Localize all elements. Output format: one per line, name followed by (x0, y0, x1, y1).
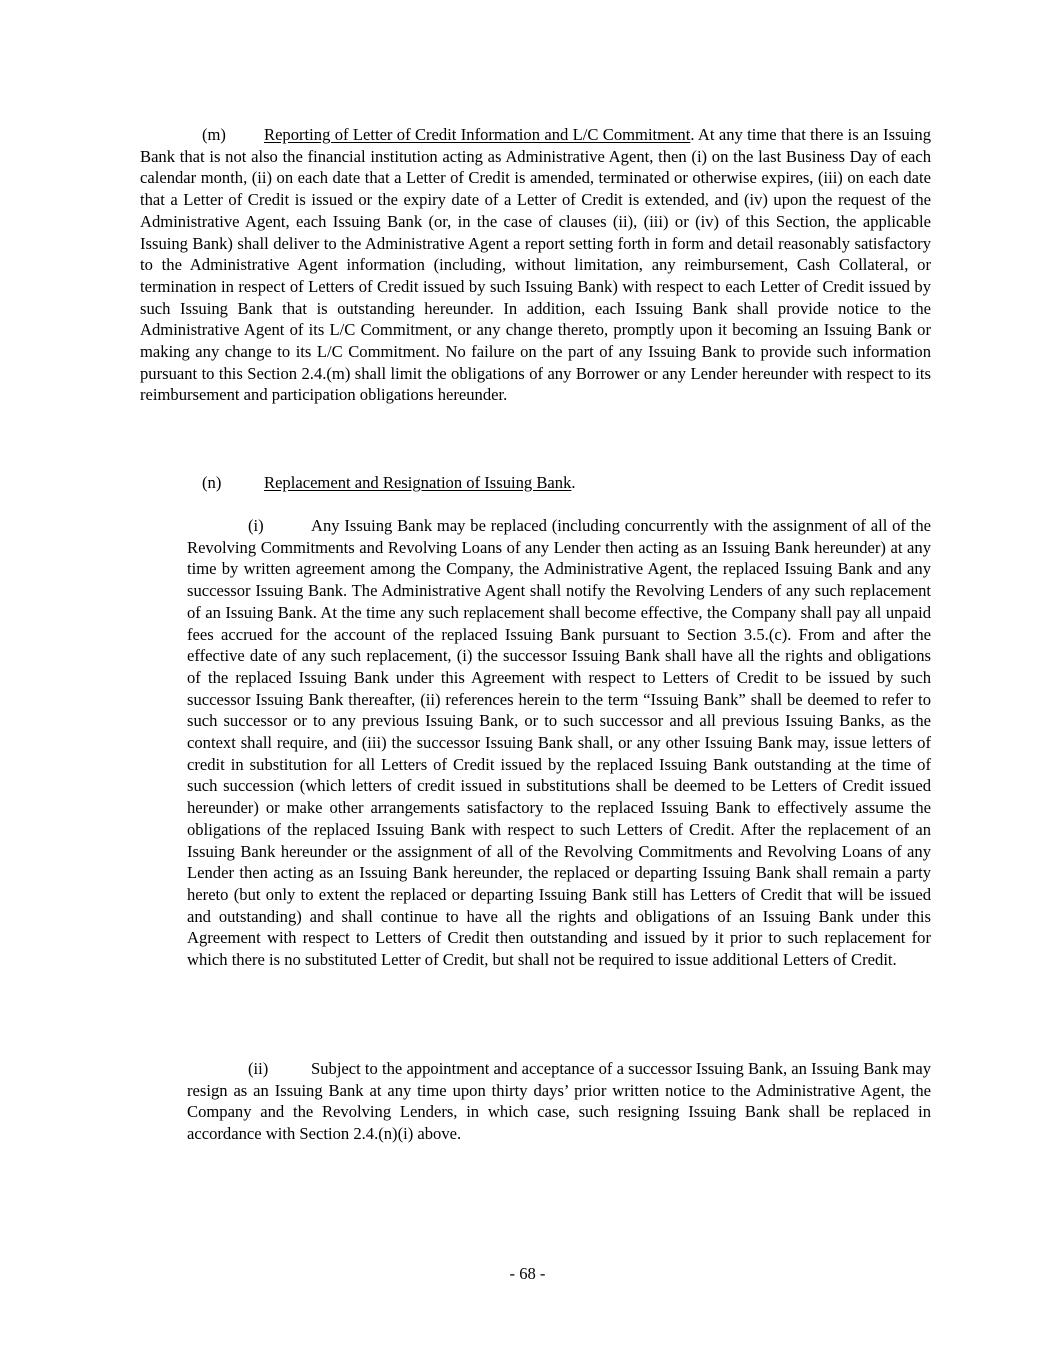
section-n-heading-line (140, 472, 931, 494)
section-m-paragraph (140, 124, 931, 406)
section-m-number: (m) (202, 125, 226, 144)
section-m-body: At any time that there is an Issuing Bank that is not also the financial institution acting as Administrative Agent, then (i) on the last Business Day of each calendar month, (ii) on each date that a Letter of Credit is amended, terminated or otherwise expires, (iii) on each date that a Letter of Credit is issued or the expiry date of a Letter of Credit is extended, and (iv) upon the request of the Administrative Agent, each Issuing Bank (or, in the case of clauses (ii), (iii) or (iv) of this Section, the applicable Issuing Bank) shall deliver to the Administrative Agent a report setting forth in form and detail reasonably satisfactory to the Administrative Agent information (including, without limitation, any reimbursement, Cash Collateral, or termination in respect of Letters of Credit issued by such Issuing Bank) with respect to each Letter of Credit issued by such Issuing Bank that is outstanding hereunder. In addition, each Issuing Bank shall provide notice to the Administrative Agent of its L/C Commitment, or any change thereto, promptly upon it becoming an Issuing Bank or making any change to its L/C Commitment. No failure on the part of any Issuing Bank to provide such information pursuant to this Section 2.4.(m) shall limit the obligations of any Borrower or any Lender hereunder with respect to its reimbursement and participation obligations hereunder. (140, 125, 931, 405)
section-m-heading: Reporting of Letter of Credit Information and L/C Commitment (264, 125, 691, 144)
section-n-heading: Replacement and Resignation of Issuing Bank (264, 473, 572, 492)
section-n-heading-end: . (571, 473, 576, 492)
subsection-ii-body: Subject to the appointment and acceptance of a successor Issuing Bank, an Issuing Bank may resign as an Issuing Bank at any time upon thirty days’ prior written notice to the Administrative Agent, the Company and the Revolving Lenders, in which case, such resigning Issuing Bank shall be replaced in accordance with Section 2.4.(n)(i) above. (187, 1059, 931, 1144)
subsection-i-paragraph (187, 515, 931, 971)
subsection-ii-number: (ii) (248, 1059, 269, 1078)
subsection-i-number: (i) (248, 516, 264, 535)
section-m-heading-end: . (690, 125, 695, 144)
page-number: - 68 - (509, 1264, 546, 1283)
subsection-i-body: Any Issuing Bank may be replaced (including concurrently with the assignment of all of the Revolving Commitments and Revolving Loans of any Lender then acting as an Issuing Bank hereunder) at any time by written agreement among the Company, the Administrative Agent, the replaced Issuing Bank and any successor Issuing Bank. The Administrative Agent shall notify the Revolving Lenders of any such replacement of an Issuing Bank. At the time any such replacement shall become effective, the Company shall pay all unpaid fees accrued for the account of the replaced Issuing Bank pursuant to Section 3.5.(c). From and after the effective date of any such replacement, (i) the successor Issuing Bank shall have all the rights and obligations of the replaced Issuing Bank under this Agreement with respect to Letters of Credit to be issued by such successor Issuing Bank thereafter, (ii) references herein to the term “Issuing Bank” shall be deemed to refer to such successor or to any previous Issuing Bank, or to such successor and all previous Issuing Banks, as the context shall require, and (iii) the successor Issuing Bank shall, or any other Issuing Bank may, issue letters of credit in substitution for all Letters of Credit issued by the replaced Issuing Bank outstanding at the time of such succession (which letters of credit issued in substitutions shall be deemed to be Letters of Credit issued hereunder) or make other arrangements satisfactory to the replaced Issuing Bank to effectively assume the obligations of the replaced Issuing Bank with respect to such Letters of Credit. After the replacement of an Issuing Bank hereunder or the assignment of all of the Revolving Commitments and Revolving Loans of any Lender then acting as an Issuing Bank hereunder, the replaced or departing Issuing Bank shall remain a party hereto (but only to extent the replaced or departing Issuing Bank still has Letters of Credit that will be issued and outstanding) and shall continue to have all the rights and obligations of an Issuing Bank under this Agreement with respect to Letters of Credit then outstanding and issued by it prior to such replacement for which there is no substituted Letter of Credit, but shall not be required to issue additional Letters of Credit. (187, 516, 931, 970)
subsection-ii-paragraph (187, 1058, 931, 1145)
section-n-number: (n) (202, 473, 222, 492)
